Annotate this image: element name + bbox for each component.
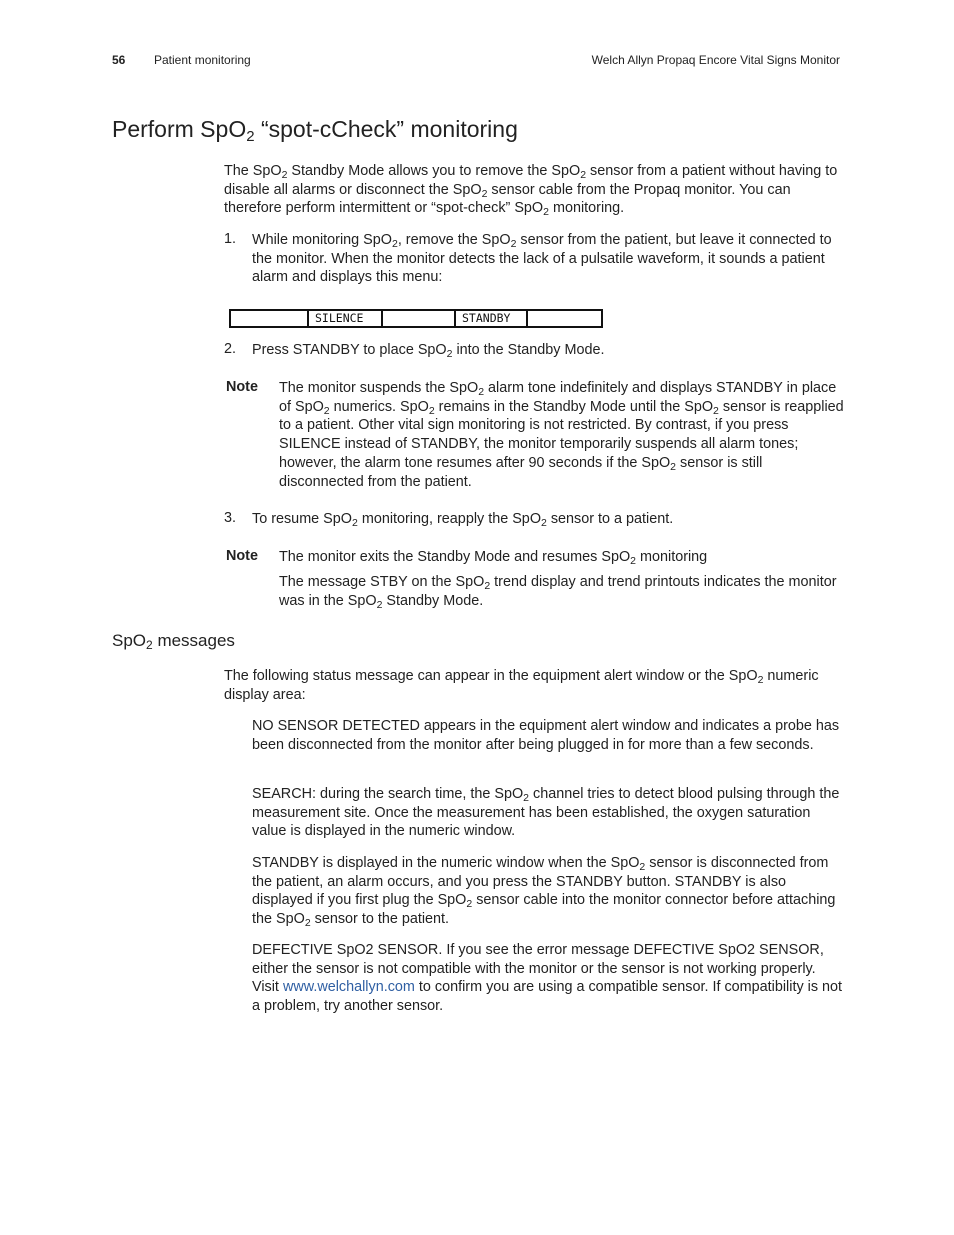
step-3-number: 3. [224, 510, 237, 526]
page-number: 56 [112, 53, 126, 67]
section-name: Patient monitoring [154, 53, 251, 67]
menu-segment-blank-1 [231, 311, 309, 326]
messages-intro: The following status message can appear in the equipment alert window or the SpO$_2$ numeric display area: [224, 668, 819, 703]
message-search: SEARCH: during the search time, the SpO$_2$ channel tries to detect blood pulsing through the measurement site. Once the measurement has been established, the oxygen saturation value is displayed in the numeric window. [252, 786, 840, 840]
note-1-label: Note [226, 379, 258, 395]
menu-segment-standby: STANDBY [456, 311, 528, 326]
step-2-text: Press STANDBY to place SpO$_2$ into the Standby Mode. [252, 342, 605, 360]
menu-segment-blank-2 [383, 311, 456, 326]
step-1-text: While monitoring SpO$_2$, remove the SpO$_2$ sensor from the patient, but leave it connected to the monitor. When the monitor detects the lack of a pulsatile waveform, it sounds a patient alarm and displays this menu: [252, 232, 832, 286]
page-title: Perform SpO$_2$ “spot-cCheck” monitoring [112, 116, 518, 145]
monitor-menu-bar [229, 309, 603, 328]
note-2-line-1: The monitor exits the Standby Mode and resumes SpO$_2$ monitoring [279, 549, 708, 567]
note-2-label: Note [226, 548, 258, 564]
step-2-number: 2. [224, 341, 237, 357]
menu-segment-blank-3 [528, 311, 601, 326]
step-1-number: 1. [224, 231, 237, 247]
message-defective-sensor: DEFECTIVE SpO2 SENSOR. If you see the error message DEFECTIVE SpO2 SENSOR, either the sensor is not compatible with the monitor or the sensor is not working properly. Visit www.welchallyn.com to confirm you are using a compatible sensor. If compatibility is not a problem, try another sensor. [252, 942, 843, 1015]
welchallyn-link[interactable]: www.welchallyn.com [282, 979, 415, 996]
intro-paragraph: The SpO$_2$ Standby Mode allows you to remove the SpO$_2$ sensor from a patient without having to disable all alarms or disconnect the SpO$_2$ sensor cable from the Propaq monitor. You can therefore perform intermittent or “spot-check” SpO$_2$ monitoring. [224, 163, 838, 219]
message-no-sensor: NO SENSOR DETECTED appears in the equipment alert window and indicates a probe has been disconnected from the monitor after being plugged in for more than a few seconds. [252, 718, 840, 753]
step-3-text: To resume SpO$_2$ monitoring, reapply the SpO$_2$ sensor to a patient. [252, 511, 674, 529]
manual-title: Welch Allyn Propaq Encore Vital Signs Monitor [591, 53, 840, 67]
message-standby: STANDBY is displayed in the numeric window when the SpO$_2$ sensor is disconnected from the patient, an alarm occurs, and you press the STANDBY button. STANDBY is also displayed if you first plug the SpO$_2$ sensor cable into the monitor connector before attaching the SpO$_2$ sensor to the patient. [252, 855, 836, 930]
note-2-line-2: The message STBY on the SpO$_2$ trend display and trend printouts indicates the monitor was in the SpO$_2$ Standby Mode. [279, 574, 837, 611]
section-subheading: SpO$_2$ messages [112, 631, 235, 652]
menu-segment-silence: SILENCE [309, 311, 383, 326]
note-1-text: The monitor suspends the SpO$_2$ alarm tone indefinitely and displays STANDBY in place of SpO$_2$ numerics. SpO$_2$ remains in the Standby Mode until the SpO$_2$ sensor is reapplied to a patient. Other vital sign monitoring is not restricted. By contrast, if you press SILENCE instead of STANDBY, the monitor temporarily suspends all alarm tones; however, the alarm tone resumes after 90 seconds if the SpO$_2$ sensor is still disconnected from the patient. [279, 380, 844, 490]
